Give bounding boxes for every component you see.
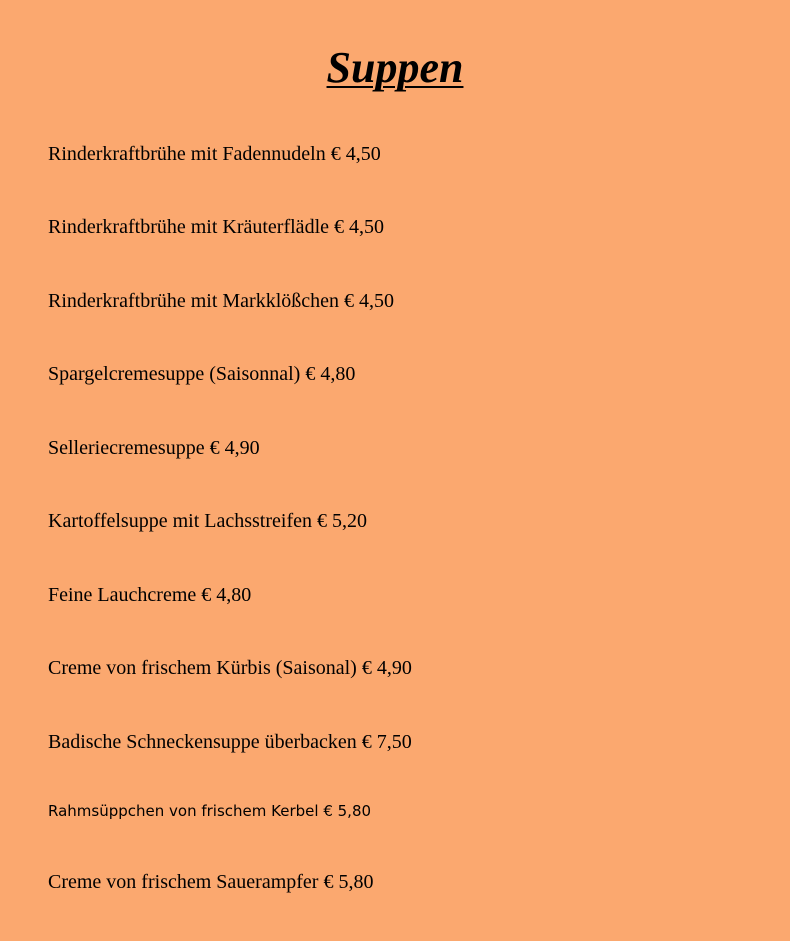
menu-item: Creme von frischem Kürbis (Saisonal) € 4,90 xyxy=(48,657,412,679)
menu-item: Spargelcremesuppe (Saisonnal) € 4,80 xyxy=(48,363,356,385)
menu-item: Rinderkraftbrühe mit Fadennudeln € 4,50 xyxy=(48,143,381,165)
menu-item: Creme von frischem Sauerampfer € 5,80 xyxy=(48,871,374,893)
menu-item: Rahmsüppchen von frischem Kerbel € 5,80 xyxy=(48,802,372,820)
menu-item: Feine Lauchcreme € 4,80 xyxy=(48,584,252,606)
menu-item: Selleriecremesuppe € 4,90 xyxy=(48,437,260,459)
menu-item: Rinderkraftbrühe mit Kräuterflädle € 4,50 xyxy=(48,216,384,238)
page-title: Suppen xyxy=(326,43,464,92)
menu-item: Rinderkraftbrühe mit Markklößchen € 4,50 xyxy=(48,290,395,312)
menu-item: Kartoffelsuppe mit Lachsstreifen € 5,20 xyxy=(48,510,367,532)
menu-item: Badische Schneckensuppe überbacken € 7,50 xyxy=(48,731,412,753)
